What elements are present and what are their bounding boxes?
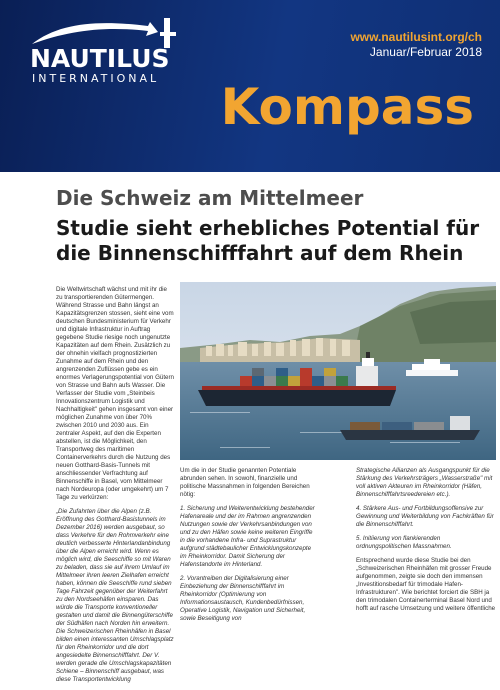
headline-line-1: Studie sieht erhebliches Potential für xyxy=(56,216,480,240)
text-column-2 xyxy=(180,467,318,629)
photo-illustration xyxy=(180,282,496,460)
article-headline xyxy=(56,216,486,266)
list-item: 2. Vorantreiben der Digitalisierung einer Einbeziehung der Binnenschifffahrt im Rheinkorridor (Optimierung von Informationsaustausch, Kundenbedürfnissen, Operative Logistik, Navigation und Sicherheit, sowie Beseitigung von xyxy=(180,575,306,622)
masthead xyxy=(0,0,500,172)
text-column-1 xyxy=(56,286,174,690)
text-column-3 xyxy=(356,467,496,619)
list-item: Strategische Allianzen als Ausgangspunkt für die Stärkung des Verkehrsträgers „Wasserstraße" mit voll aktiven Akteuren im Rheinkorridor (Häfen, Binnenschifffahrtsreedereien etc.). xyxy=(356,467,493,498)
list-item: 4. Stärkere Aus- und Fortbildungsoffensive zur Gewinnung und Weiterbildung von Fachkräften für die Binnenschifffahrt. xyxy=(356,505,494,528)
headline-line-2: die Binnenschifffahrt auf dem Rhein xyxy=(56,241,464,265)
newsletter-title: Kompass xyxy=(220,78,474,136)
article-kicker: Die Schweiz am Mittelmeer xyxy=(56,186,364,210)
quote-paragraph: „Die Zufahrten über die Alpen (z.B. Eröffnung des Gotthard-Basistunnels im Dezember 2016) werden ausgebaut, so dass Verkehre für den Rohmverkehr eine deutlich verbesserte Hinterlandanbindung über die Alpen erreicht wird. Wenn es möglich wird, die Seeschiffe so mit Waren zu beladen, dass sie auf ihrem Umlauf im Mittelmeer ihren leeren Zielhafen erreicht haben, können die Seeschiffe rund sieben Tage Fahrzeit gegenüber der Weiterfahrt zu den Nordseehäfen einsparen. Das würde die Transporte konventioneller gestalten und damit die Binnengüterschiffe der Südhäfen nach Norden hin erweitern. Die Schweizerischen Rheinhäfen in Basel bilden einen interessanten Umschlagsplatz für den Rheinkorridor und die dort angesiedelte Binnenschifffahrt. Der V. werden gerade die Umschlagskapazitäten Schiene – Binnenschiff ausgebaut, was diese Transportentwicklung xyxy=(56,508,174,683)
nautilus-logo xyxy=(30,18,190,85)
paragraph: Entsprechend wurde diese Studie bei den „Schweizerischen Rheinhäfen mit grosser Freude aufgenommen, zeigte sie doch den immensen „Investitionsbedarf für trimodale Hafen-Infrastrukturen". Wie berichtet forciert die SBH ja den trimodalen Containerterminal Basel Nord und hofft auf rasche Umsetzung und weitere öffentliche xyxy=(356,557,496,612)
paragraph: Die Weltwirtschaft wächst und mit ihr die zu transportierenden Gütermengen. Während Strasse und Bahn längst an Kapazitätsgrenzen stossen, sieht eine vom deutschen Bundesministerium für Verkehr und digitale Infrastruktur in Auftrag gegebene Studie riesige noch ungenutzte Kapazitäten auf dem Rhein. Zusätzlich zu der ohnehin vielfach prognostizierten Zunahme auf dem Rhein und den angrenzenden Zuflüssen gebe es ein enormes Verlagerungspotential von Gütern von Strasse und Bahn aufs Wasser. Die Verfasser der Studie vom „Steinbeis Innovationszentrum Logistik und Nachhaltigkeit" gehen insgesamt von einer möglichen Zunahme von über 70% zwischen 2010 und 2030 aus. Ein zentraler Aspekt, auf den die Experten abstellen, ist die Möglichkeit, den Transportweg des maritimen Containerverkehrs durch die Nutzung des neuen Gotthard-Basis-Tunnels mit anschliessender Verfrachtung auf Binnenschiffe in Basel, vom Mittelmeer nach Nordeuropa (oder umgekehrt) um 7 Tage zu verkürzen: xyxy=(56,286,174,501)
paragraph: Um die in der Studie genannten Potentiale abrunden sehen. In sowohl, finanzielle und politische Massnahmen in folgenden Bereichen nötig: xyxy=(180,467,310,498)
logo-wordmark: NAUTILUS xyxy=(30,44,170,73)
logo-subtitle: INTERNATIONAL xyxy=(32,72,160,85)
list-item: 5. Initiierung von flankierenden ordnungspolitischen Massnahmen. xyxy=(356,535,452,550)
issue-date: Januar/Februar 2018 xyxy=(369,45,482,59)
list-item: 1. Sicherung und Weiterentwicklung bestehender Hafenareale und der im Rahmen angrenzenden Nutzungen sowie der Verkehrsanbindungen von und zu den Häfen sowie keine weiteren Eingriffe in die vorhandene Infra- und Suprastruktur aufgrund städtebaulicher Entwicklungskonzepte im Rheinkorridor. Damit Sicherung der Hafenstandorte im Hinterland. xyxy=(180,505,315,568)
website-url[interactable]: www.nautilusint.org/ch xyxy=(350,30,482,44)
harbor-ship-photo xyxy=(180,282,496,460)
